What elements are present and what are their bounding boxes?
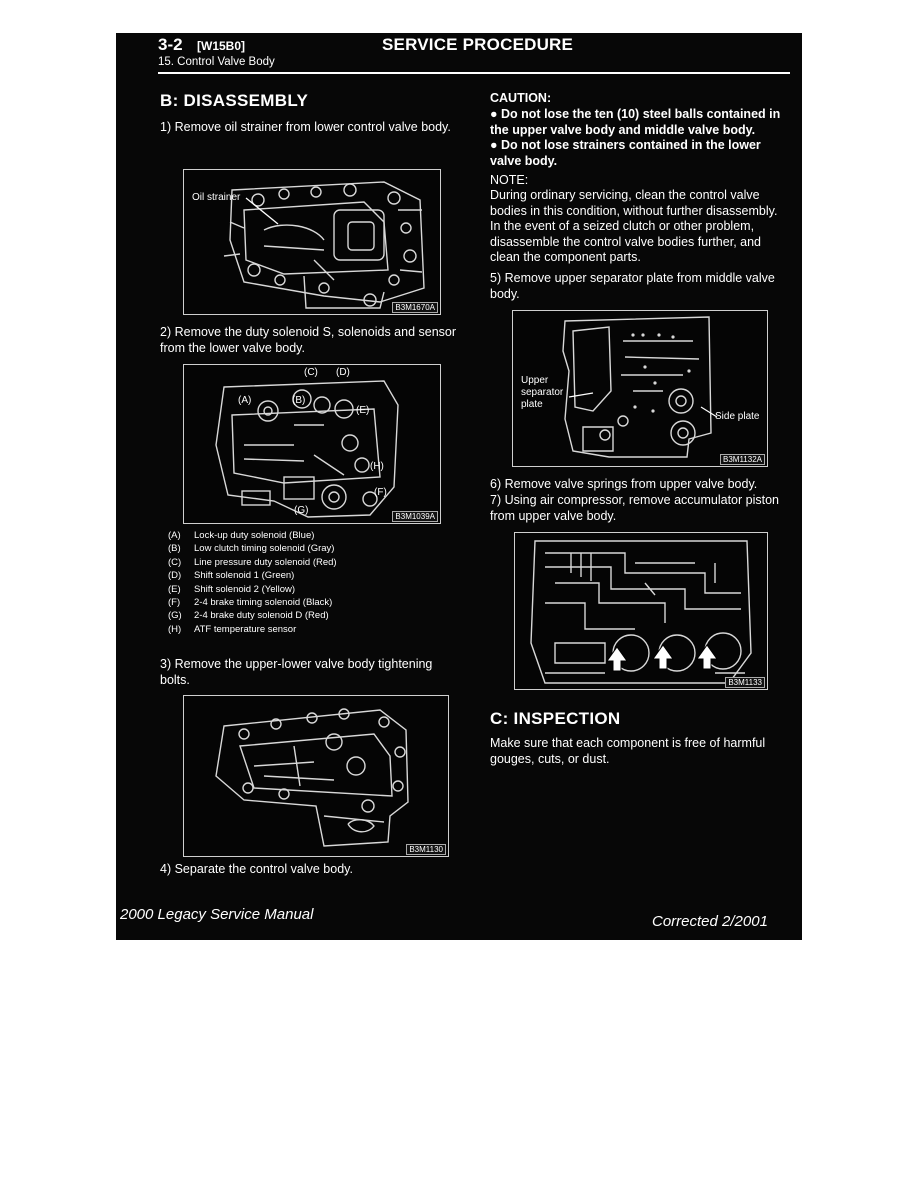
legend-item: (A) Lock-up duty solenoid (Blue) <box>168 530 315 541</box>
section-code: [W15B0] <box>197 39 246 53</box>
caution-steel-balls: ● Do not lose the ten (10) steel balls contained in the upper valve body and middle valve body. <box>490 107 781 137</box>
figure-id: B3M1130 <box>406 844 446 855</box>
label-oil-strainer: Oil strainer <box>192 192 241 203</box>
label-g: (G) <box>294 505 309 516</box>
label-plate: plate <box>521 399 543 410</box>
legend-item: (B) Low clutch timing solenoid (Gray) <box>168 543 335 555</box>
figure-tightening-bolts <box>183 695 449 857</box>
inspection-text: Make sure that each component is free of harmful gouges, cuts, or dust. <box>490 736 766 766</box>
figure-id: B3M1133 <box>725 677 765 688</box>
label-d: (D) <box>336 367 350 378</box>
footer-manual-title: 2000 Legacy Service Manual <box>120 906 314 923</box>
step-1-text: 1) Remove oil strainer from lower control valve body. <box>160 120 451 134</box>
legend-item: (F) 2-4 brake timing solenoid (Black) <box>168 597 333 609</box>
label-e: (E) <box>356 405 370 416</box>
figure-oil-strainer <box>183 169 441 315</box>
page-title: SERVICE PROCEDURE <box>382 35 574 54</box>
step-5-text: 5) Remove upper separator plate from middle valve body. <box>490 271 775 301</box>
label-f: (F) <box>374 487 387 498</box>
label-b: (B) <box>292 395 306 406</box>
page-number: 3-2 <box>158 35 183 54</box>
step-2-text: 2) Remove the duty solenoid S, solenoids and sensor from the lower valve body. <box>160 325 457 355</box>
legend-item: (C) Line pressure duty solenoid (Red) <box>168 556 337 568</box>
legend-item: (E) Shift solenoid 2 (Yellow) <box>168 583 296 595</box>
figure-id: B3M1039A <box>392 511 438 522</box>
step-7-text: 7) Using air compressor, remove accumulator piston from upper valve body. <box>490 493 780 523</box>
step-4-text: 4) Separate the control valve body. <box>160 862 353 876</box>
solenoid-legend <box>168 529 458 636</box>
label-c: (C) <box>304 367 318 378</box>
label-a: (A) <box>238 395 252 406</box>
footer-corrected-date: Corrected 2/2001 <box>652 913 768 930</box>
disassembly-heading: B: DISASSEMBLY <box>160 91 309 110</box>
label-upper: Upper <box>521 375 549 386</box>
legend-item: (G) 2-4 brake duty solenoid D (Red) <box>168 610 329 622</box>
page-subtitle: 15. Control Valve Body <box>158 56 275 68</box>
header-divider <box>158 72 790 74</box>
label-separator: separator <box>521 387 564 398</box>
label-h: (H) <box>370 461 384 472</box>
note-title: NOTE: <box>490 173 529 187</box>
label-side-plate: Side plate <box>715 411 760 422</box>
figure-id: B3M1670A <box>392 302 438 313</box>
figure-solenoids <box>183 364 441 524</box>
caution-strainers: ● Do not lose strainers contained in the lower valve body. <box>490 138 761 168</box>
step-3-text: 3) Remove the upper-lower valve body tightening bolts. <box>160 657 433 687</box>
figure-accumulator-piston <box>514 532 768 690</box>
inspection-heading: C: INSPECTION <box>490 709 621 728</box>
figure-separator-plate <box>512 310 768 467</box>
legend-item: (H) ATF temperature sensor <box>168 623 297 635</box>
legend-item: (D) Shift solenoid 1 (Green) <box>168 570 295 582</box>
note-text: During ordinary servicing, clean the control valve bodies in this condition, without further disassembly. In the event of a seized clutch or other problem, disassemble the control valve bodies further, and clean the component parts. <box>490 188 778 264</box>
figure-id: B3M1132A <box>720 454 765 465</box>
manual-page <box>116 33 802 940</box>
step-6-text: 6) Remove valve springs from upper valve body. <box>490 477 758 491</box>
caution-title: CAUTION: <box>490 91 552 105</box>
